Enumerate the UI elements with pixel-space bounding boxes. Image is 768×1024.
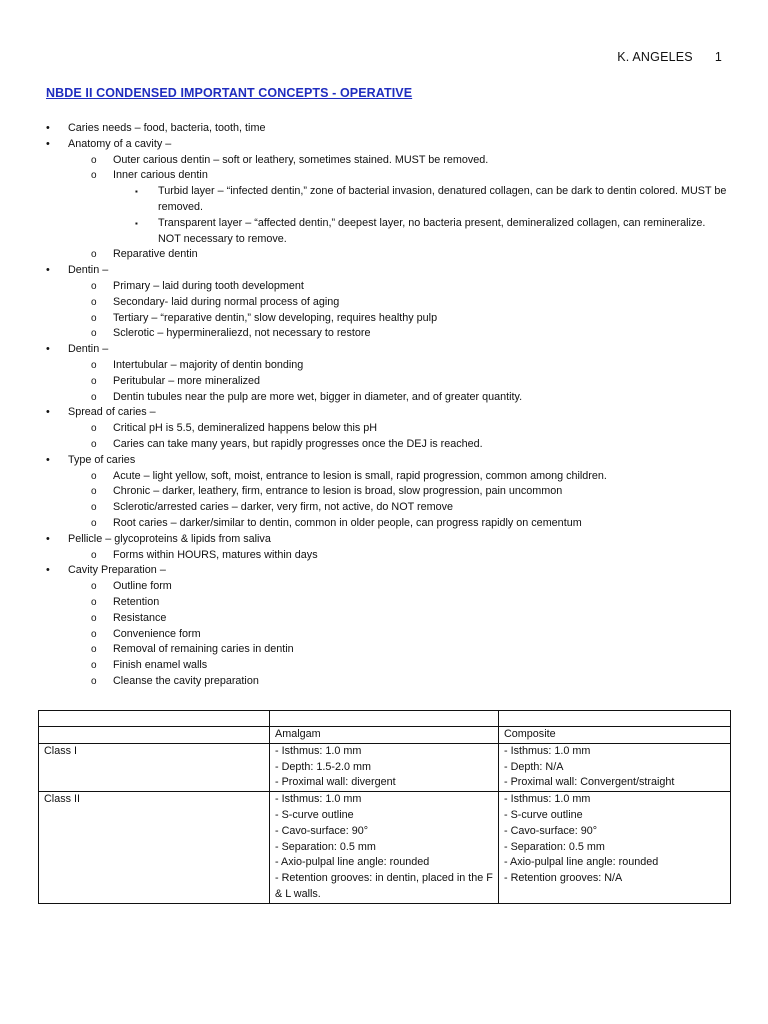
list-item-text: Critical pH is 5.5, demineralized happens below this pH — [113, 422, 378, 435]
list-item — [0, 421, 768, 437]
list-item-text: Removal of remaining caries in dentin — [113, 643, 294, 656]
spec-line: - Isthmus: 1.0 mm — [504, 793, 591, 806]
list-item-text: Resistance — [113, 611, 167, 624]
bullet-marker: • — [46, 453, 50, 466]
spec-line: - S-curve outline — [504, 808, 583, 821]
bullet-marker: o — [91, 391, 97, 403]
list-item-text: Sclerotic – hypermineraliezd, not necessary to restore — [113, 327, 371, 340]
table-blank-cell — [270, 711, 499, 727]
list-item — [0, 263, 768, 279]
list-item — [0, 295, 768, 311]
spec-line: - Retention grooves: in dentin, placed in the F & L walls. — [275, 872, 493, 900]
list-item-text: Acute – light yellow, soft, moist, entrance to lesion is small, rapid progression, common among children. — [113, 469, 607, 482]
bullet-marker: o — [91, 628, 97, 640]
list-item — [0, 500, 768, 516]
table-header-cell: Composite — [499, 727, 731, 744]
composite-spec-cell — [499, 743, 731, 791]
list-item — [0, 627, 768, 643]
list-item — [0, 153, 768, 169]
bullet-marker: • — [46, 406, 50, 419]
list-item — [0, 184, 768, 216]
spec-line: - Retention grooves: N/A — [504, 872, 623, 885]
list-item — [0, 658, 768, 674]
list-item — [0, 453, 768, 469]
list-item-text: Finish enamel walls — [113, 659, 208, 672]
bullet-marker: • — [46, 122, 50, 134]
list-item-text: Secondary- laid during normal process of aging — [113, 295, 340, 308]
bullet-marker: o — [91, 438, 97, 450]
bullet-marker: o — [91, 359, 97, 371]
table-row — [39, 743, 731, 791]
bullet-marker: o — [91, 280, 97, 292]
bullet-marker: o — [91, 612, 97, 624]
list-item — [0, 579, 768, 595]
list-item — [0, 326, 768, 342]
bullet-marker: • — [46, 264, 50, 277]
concept-outline — [0, 121, 768, 690]
bullet-marker: • — [46, 343, 50, 356]
table-row — [39, 792, 731, 904]
list-item — [0, 358, 768, 374]
bullet-marker: ▪ — [135, 218, 138, 228]
table-blank-cell — [39, 711, 270, 727]
composite-spec-cell — [499, 792, 731, 904]
list-item-text: Anatomy of a cavity – — [68, 137, 172, 150]
spec-line: - Axio-pulpal line angle: rounded — [275, 856, 430, 869]
list-item-text: Forms within HOURS, matures within days — [113, 548, 318, 561]
bullet-marker: o — [91, 644, 97, 656]
list-item-text: Sclerotic/arrested caries – darker, very firm, not active, do NOT remove — [113, 501, 454, 514]
bullet-marker: • — [46, 564, 50, 577]
spec-line: - Cavo-surface: 90° — [504, 824, 598, 837]
list-item-text: Root caries – darker/similar to dentin, common in older people, can progress rapidly on cementum — [113, 516, 582, 529]
bullet-marker: o — [91, 517, 97, 529]
class-label-cell: Class II — [39, 792, 270, 904]
list-item — [0, 595, 768, 611]
bullet-marker: o — [91, 170, 97, 182]
list-item-text: Inner carious dentin — [113, 169, 208, 182]
bullet-marker: o — [91, 423, 97, 435]
table-blank-cell — [499, 711, 731, 727]
list-item-text: Turbid layer – “infected dentin,” zone of bacterial invasion, denatured collagen, can be dark to dentin colored. MUST be removed. — [158, 185, 727, 213]
spec-line: - Depth: 1.5-2.0 mm — [275, 760, 372, 773]
table-header-cell — [39, 727, 270, 744]
list-item-text: Spread of caries – — [68, 406, 156, 419]
bullet-marker: o — [91, 328, 97, 340]
list-item-text: Pellicle – glycoproteins & lipids from saliva — [68, 532, 271, 545]
list-item-text: Retention — [113, 595, 160, 608]
amalgam-spec-cell — [270, 743, 499, 791]
page-number: 1 — [714, 50, 722, 64]
bullet-marker: o — [91, 154, 97, 166]
bullet-marker: o — [91, 470, 97, 482]
list-item — [0, 342, 768, 358]
bullet-marker: o — [91, 675, 97, 687]
list-item-text: Intertubular – majority of dentin bonding — [113, 358, 304, 371]
list-item — [0, 642, 768, 658]
list-item-text: Dentin – — [68, 264, 109, 277]
list-item-text: Primary – laid during tooth development — [113, 279, 304, 292]
bullet-marker: o — [91, 312, 97, 324]
list-item — [0, 437, 768, 453]
bullet-marker: o — [91, 249, 97, 261]
list-item — [0, 311, 768, 327]
list-item-text: Caries needs – food, bacteria, tooth, time — [68, 122, 266, 134]
spec-line: - Isthmus: 1.0 mm — [504, 744, 591, 757]
list-item — [0, 247, 768, 263]
spec-line: - Axio-pulpal line angle: rounded — [504, 856, 659, 869]
list-item — [0, 168, 768, 184]
amalgam-spec-cell — [270, 792, 499, 904]
spec-line: - Cavo-surface: 90° — [275, 824, 369, 837]
bullet-marker: o — [91, 660, 97, 672]
author-name: K. ANGELES — [617, 50, 693, 64]
page-header — [617, 50, 722, 64]
list-item-text: Caries can take many years, but rapidly progresses once the DEJ is reached. — [113, 437, 483, 450]
list-item — [0, 279, 768, 295]
list-item — [0, 137, 768, 153]
list-item-text: Tertiary – “reparative dentin,” slow developing, requires healthy pulp — [113, 311, 438, 324]
list-item-text: Peritubular – more mineralized — [113, 374, 261, 387]
table-top-row — [39, 711, 731, 727]
spec-line: - Isthmus: 1.0 mm — [275, 744, 362, 757]
list-item — [0, 405, 768, 421]
table-header-cell: Amalgam — [270, 727, 499, 744]
list-item-text: Cavity Preparation – — [68, 564, 166, 577]
list-item — [0, 374, 768, 390]
list-item-text: Convenience form — [113, 627, 201, 640]
spec-line: - Depth: N/A — [504, 760, 564, 773]
list-item — [0, 548, 768, 564]
list-item-text: Reparative dentin — [113, 248, 198, 261]
list-item — [0, 469, 768, 485]
spec-line: - S-curve outline — [275, 808, 354, 821]
list-item — [0, 516, 768, 532]
bullet-marker: o — [91, 596, 97, 608]
bullet-marker: o — [91, 502, 97, 514]
spec-line: - Separation: 0.5 mm — [504, 840, 605, 853]
list-item-text: Dentin – — [68, 343, 109, 356]
bullet-marker: o — [91, 549, 97, 561]
list-item — [0, 121, 768, 137]
list-item — [0, 390, 768, 406]
bullet-marker: o — [91, 375, 97, 387]
bullet-marker: • — [46, 532, 50, 545]
list-item-text: Chronic – darker, leathery, firm, entrance to lesion is broad, slow progression, pain uncommon — [113, 485, 563, 498]
spec-line: - Proximal wall: Convergent/straight — [504, 776, 675, 789]
list-item-text: Outer carious dentin – soft or leathery, sometimes stained. MUST be removed. — [113, 153, 489, 166]
spec-line: - Isthmus: 1.0 mm — [275, 793, 362, 806]
list-item-text: Type of caries — [68, 453, 136, 466]
spec-line: - Separation: 0.5 mm — [275, 840, 376, 853]
list-item-text: Dentin tubules near the pulp are more wet, bigger in diameter, and of greater quantity. — [113, 390, 523, 403]
list-item-text: Transparent layer – “affected dentin,” deepest layer, no bacteria present, demineralized collagen, can remineralize. NOT necessary to remove. — [158, 216, 706, 245]
table-header-row — [39, 727, 731, 744]
bullet-marker: o — [91, 581, 97, 593]
bullet-marker: o — [91, 296, 97, 308]
list-item — [0, 674, 768, 690]
document-title: NBDE II CONDENSED IMPORTANT CONCEPTS - OPERATIVE — [46, 86, 413, 100]
list-item-text: Cleanse the cavity preparation — [113, 674, 259, 687]
bullet-marker: • — [46, 137, 50, 150]
bullet-marker: ▪ — [135, 187, 138, 197]
list-item — [0, 532, 768, 548]
bullet-marker: o — [91, 486, 97, 498]
list-item — [0, 216, 768, 248]
class-label-cell: Class I — [39, 743, 270, 791]
list-item-text: Outline form — [113, 580, 172, 593]
cavity-prep-table — [38, 710, 731, 904]
list-item — [0, 484, 768, 500]
spec-line: - Proximal wall: divergent — [275, 776, 396, 789]
list-item — [0, 563, 768, 579]
list-item — [0, 611, 768, 627]
